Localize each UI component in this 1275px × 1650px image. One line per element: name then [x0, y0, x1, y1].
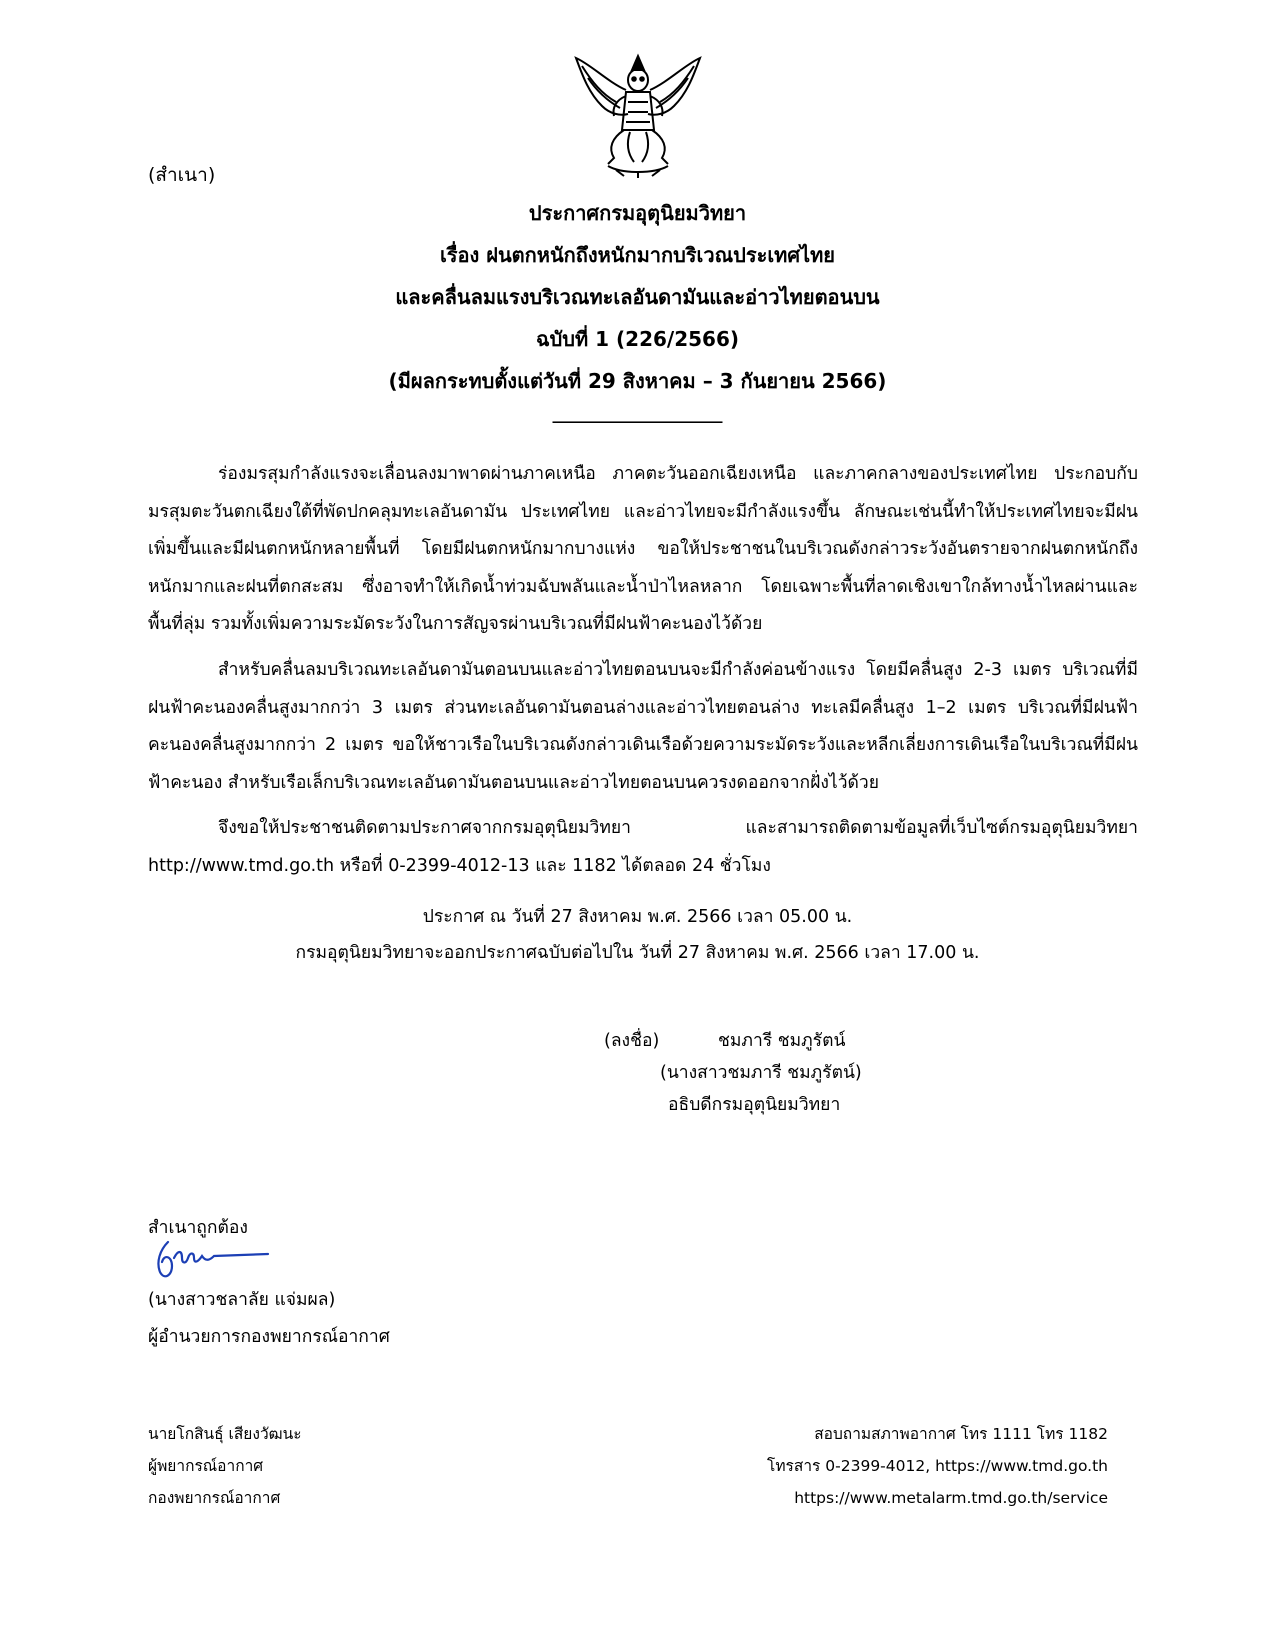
- subject-line-2: และคลื่นลมแรงบริเวณทะเลอันดามันและอ่าวไทยตอนบน: [395, 285, 880, 309]
- agency-title: ประกาศกรมอุตุนิยมวิทยา: [528, 201, 747, 225]
- issue-number: ฉบับที่ 1 (226/2566): [535, 327, 740, 351]
- paragraph-1-text: ร่องมรสุมกำลังแรงจะเลื่อนลงมาพาดผ่านภาคเหนือ ภาคตะวันออกเฉียงเหนือ และภาคกลางของประเทศไทย ประกอบกับมรสุมตะวันตกเฉียงใต้ที่พัดปกคลุมทะเลอันดามัน ประเทศไทย และอ่าวไทยจะมีกำลังแรงขึ้น ลักษณะเช่นนี้ทำให้ประเทศไทยจะมีฝนเพิ่มขึ้นและมีฝนตกหนักหลายพื้นที่ โดยมีฝนตกหนักมากบางแห่ง ขอให้ประชาชนในบริเวณดังกล่าวระวังอันตรายจากฝนตกหนักถึงหนักมากและฝนที่ตกสะสม ซึ่งอาจทำให้เกิดน้ำท่วมฉับพลันและน้ำป่าไหลหลาก โดยเฉพาะพื้นที่ลาดเชิงเขาใกล้ทางน้ำไหลผ่านและพื้นที่ลุ่ม รวมทั้งเพิ่มความระมัดระวังในการสัญจรผ่านบริเวณที่มีฝนฟ้าคะนองไว้ด้วย: [148, 464, 1138, 634]
- paragraph-1: [148, 456, 1138, 644]
- certified-label: สำเนาถูกต้อง: [148, 1218, 248, 1238]
- effective-period: (มีผลกระทบตั้งแต่วันที่ 29 สิงหาคม – 3 กันยายน 2566): [388, 369, 887, 393]
- paragraph-2-text: สำหรับคลื่นลมบริเวณทะเลอันดามันตอนบนและอ่าวไทยตอนบนจะมีกำลังค่อนข้างแรง โดยมีคลื่นสูง 2-3 เมตร บริเวณที่มีฝนฟ้าคะนองคลื่นสูงมากกว่า 3 เมตร ส่วนทะเลอันดามันตอนล่างและอ่าวไทยตอนล่าง ทะเลมีคลื่นสูง 1–2 เมตร บริเวณที่มีฝนฟ้าคะนองคลื่นสูงมากกว่า 2 เมตร ขอให้ชาวเรือในบริเวณดังกล่าวเดินเรือด้วยความระมัดระวังและหลีกเลี่ยงการเดินเรือในบริเวณที่มีฝนฟ้าคะนอง สำหรับเรือเล็กบริเวณทะเลอันดามันตอนบนและอ่าวไทยตอนบนควรงดออกจากฝั่งไว้ด้วย: [148, 660, 1138, 793]
- footer-forecaster-name: นายโกสินธุ์ เสียงวัฒนะ: [148, 1425, 302, 1443]
- footer-contact-phone: สอบถามสภาพอากาศ โทร 1111 โทร 1182: [814, 1425, 1108, 1443]
- paragraph-2: [148, 652, 1138, 802]
- paragraph-3: [148, 810, 1138, 885]
- signer-position: อธิบดีกรมอุตุนิยมวิทยา: [668, 1095, 841, 1115]
- signer-full-name: (นางสาวชมภารี ชมภูรัตน์): [660, 1063, 862, 1083]
- certified-name: (นางสาวชลาลัย แจ่มผล): [148, 1290, 336, 1310]
- subject-line-1: เรื่อง ฝนตกหนักถึงหนักมากบริเวณประเทศไทย: [439, 243, 836, 267]
- copy-mark: (สำเนา): [148, 164, 216, 186]
- announced-at: ประกาศ ณ วันที่ 27 สิงหาคม พ.ศ. 2566 เวลา 05.00 น.: [422, 907, 853, 927]
- handwritten-signature: [150, 1236, 275, 1284]
- next-issue: กรมอุตุนิยมวิทยาจะออกประกาศฉบับต่อไปใน วันที่ 27 สิงหาคม พ.ศ. 2566 เวลา 17.00 น.: [295, 943, 980, 963]
- footer-contact-fax: โทรสาร 0-2399-4012, https://www.tmd.go.th: [767, 1457, 1108, 1475]
- paragraph-3-text: จึงขอให้ประชาชนติดตามประกาศจากกรมอุตุนิยมวิทยา และสามารถติดตามข้อมูลที่เว็บไซต์กรมอุตุนิยมวิทยา http://www.tmd.go.th หรือที่ 0-2399-4012-13 และ 1182 ได้ตลอด 24 ชั่วโมง: [148, 818, 1138, 876]
- garuda-emblem: [568, 52, 708, 178]
- footer-forecaster-role: ผู้พยากรณ์อากาศ: [148, 1457, 264, 1475]
- signed-name: ชมภารี ชมภูรัตน์: [718, 1031, 846, 1051]
- signed-label: (ลงชื่อ): [604, 1031, 660, 1051]
- footer-division: กองพยากรณ์อากาศ: [148, 1489, 281, 1507]
- header-separator: ____________________: [552, 404, 723, 424]
- footer-contact-url: https://www.metalarm.tmd.go.th/service: [794, 1489, 1108, 1507]
- certified-position: ผู้อำนวยการกองพยากรณ์อากาศ: [148, 1327, 390, 1347]
